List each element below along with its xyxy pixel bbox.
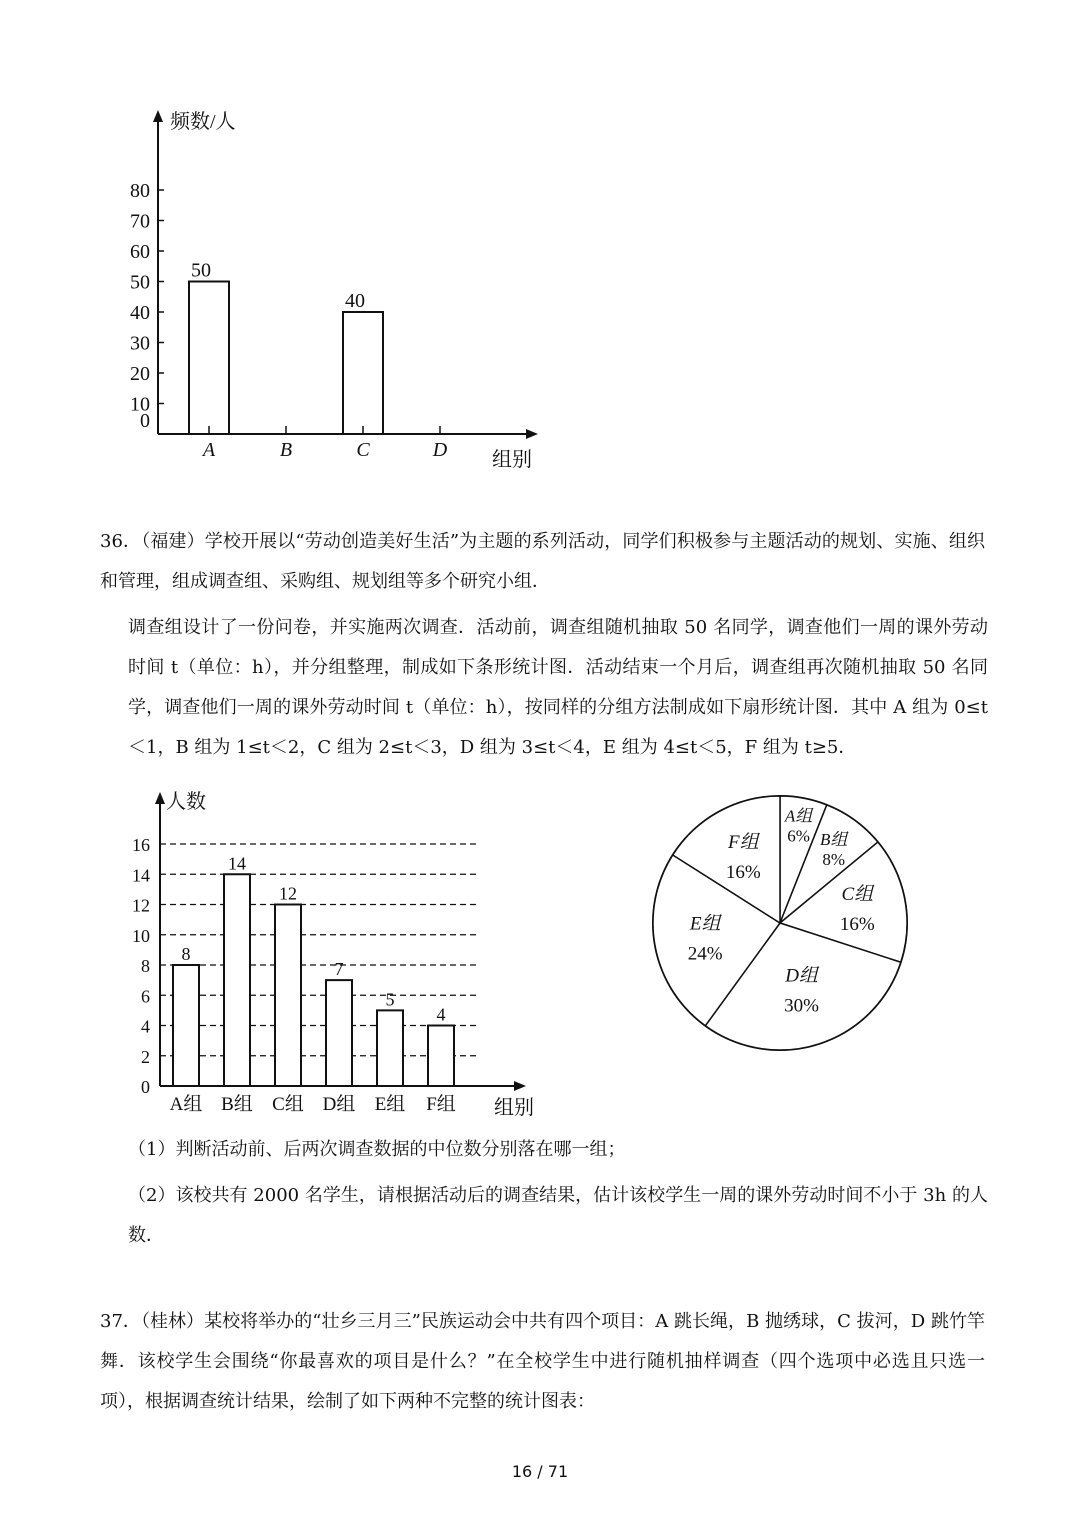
bar-chart-before [120,780,570,1125]
grid-lines [160,844,478,1056]
pie-label-name: A组 [784,806,813,826]
bar-B组 [224,874,250,1086]
y-tick-label: 70 [130,210,150,233]
pie-label-percent: 24% [687,943,723,965]
pie-label-name: C组 [841,884,874,906]
x-axis-arrow [514,1081,526,1091]
pie-label-percent: 16% [725,862,761,884]
data-label: 50 [191,259,211,282]
pie-label-name: F组 [727,832,759,854]
bars [189,260,383,435]
y-tick-label: 2 [141,1046,150,1067]
x-tick-label: D [432,439,448,461]
y-tick-label: 6 [141,986,150,1007]
x-tick-label: C [356,439,370,461]
x-axis-categories [170,1093,456,1115]
y-tick-label: 4 [141,1016,150,1037]
pie-label-name: D组 [785,965,818,987]
pie-chart-after [640,755,920,1065]
data-label: 8 [181,944,191,964]
x-axis-arrow [526,429,538,439]
x-tick-label: F组 [426,1094,456,1115]
bar-E组 [377,1010,403,1086]
pie-label-name: B组 [820,830,848,850]
data-label: 40 [345,290,365,312]
q37-body: （桂林）某校将举办的“壮乡三月三”民族运动会中共有四个项目：A 跳长绳，B 抛绣球，C 拔河，D 跳竹竿舞．该校学生会围绕“你最喜欢的项目是什么？”在全校学生中进行随机抽样调查（四个选项中必选且只选一项），根据调查统计结果，绘制了如下两种不完整的统计图表： [100,1311,986,1412]
data-label: 14 [228,853,246,874]
y-tick-label: 40 [130,302,150,324]
q36-line1: （福建）学校开展以“劳动创造美好生活”为主题的系列活动，同学们积极参与主题活动的规划、实施、组织和管理，组成调查组、采购组、规划组等多个研究小组． [100,531,986,592]
bars [173,853,454,1086]
x-axis-label: 组别 [494,1097,534,1119]
y-axis-label: 人数 [166,791,206,813]
q36-sub2: （2）该校共有 2000 名学生，请根据活动后的调查结果，估计该校学生一周的课外劳动时间不小于 3h 的人数． [128,1185,988,1246]
y-tick-label: 50 [130,271,150,294]
data-label: 7 [334,959,344,980]
q36-number: 36． [100,531,142,552]
q37-text [100,1302,985,1422]
pie-label-percent: 8% [822,850,846,870]
y-tick-label: 30 [130,332,150,355]
y-tick-label: 80 [130,180,150,202]
x-tick-label: E组 [374,1094,406,1115]
y-tick-label: 20 [130,363,150,385]
y-tick-label: 16 [132,835,150,855]
data-label: 12 [279,883,297,904]
q36-intro [100,522,985,602]
x-tick-label: B [279,439,293,461]
bar-A [189,282,229,435]
x-tick-label: B组 [221,1094,253,1115]
y-tick-label: 10 [130,393,150,416]
bar-D组 [326,980,352,1086]
data-label: 5 [385,989,395,1010]
q36-sub1: （1）判断活动前、后两次调查数据的中位数分别落在哪一组； [128,1139,626,1160]
y-tick-label: 60 [130,241,150,263]
page-number: 16 / 71 [511,1462,569,1481]
y-tick-label: 0 [141,1077,150,1097]
pie-label-percent: 6% [787,826,810,846]
x-tick-label: A [202,439,216,461]
data-label: 4 [436,1004,446,1025]
bar-A组 [173,965,199,1086]
q36-body: 调查组设计了一份问卷，并实施两次调查．活动前，调查组随机抽取 50 名同学，调查他们一周的课外劳动时间 t（单位：h），并分组整理，制成如下条形统计图．活动结束一个月后，调查组再次随机抽取 50 名同学，调查他们一周的课外劳动时间 t（单位：h），按同样的分组方法制成如下扇形统计图．其中 A 组为 0≤t＜1，B 组为 1≤t＜2，C 组为 2≤t＜3，D 组为 3≤t＜4，E 组为 4≤t＜5，F 组为 t≥5． [128,617,988,758]
y-axis-arrow [153,110,163,122]
x-tick-label: C组 [272,1094,304,1115]
y-axis-arrow [155,792,165,804]
x-axis-label: 组别 [492,449,532,471]
y-tick-label: 8 [141,956,150,976]
pie-label-percent: 16% [839,914,875,936]
x-tick-label: D组 [322,1094,356,1115]
bar-C [343,312,383,434]
x-tick-label: A组 [169,1094,203,1115]
pie-label-percent: 30% [784,995,819,1017]
y-tick-label: 10 [132,925,150,946]
bar-F组 [428,1026,454,1087]
y-axis-label: 频数/人 [170,111,236,133]
y-tick-label: 14 [132,865,150,886]
x-axis-categories [201,426,448,461]
bar-chart-top [100,100,560,480]
y-tick-label: 12 [132,895,150,916]
pie-label-name: E组 [689,913,721,935]
y-axis-ticks [132,835,150,1097]
y-tick-label: 0 [140,410,150,432]
bar-C组 [275,905,301,1087]
q37-number: 37． [100,1311,141,1332]
